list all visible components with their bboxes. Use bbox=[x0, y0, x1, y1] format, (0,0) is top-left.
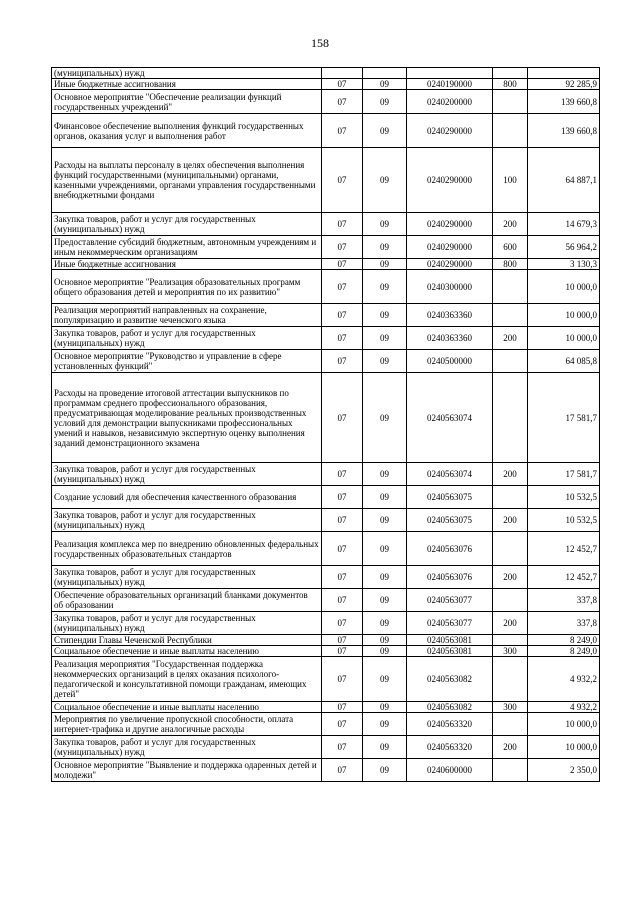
row-amount: 56 964,2 bbox=[528, 236, 600, 259]
row-section-code: 07 bbox=[322, 259, 363, 270]
row-amount: 139 660,8 bbox=[528, 114, 600, 148]
row-target-code: 0240290000 bbox=[407, 259, 493, 270]
row-subsection-code: 09 bbox=[363, 270, 407, 304]
row-section-code: 07 bbox=[322, 657, 363, 702]
table-row bbox=[52, 270, 600, 304]
row-name: Социальное обеспечение и иные выплаты населению bbox=[52, 702, 322, 713]
row-target-code: 0240563075 bbox=[407, 509, 493, 532]
row-name: Основное мероприятие "Реализация образовательных программ общего образования детей и мероприятия по их развитию" bbox=[52, 270, 322, 304]
table-row bbox=[52, 635, 600, 646]
row-subsection-code: 09 bbox=[363, 589, 407, 612]
row-target-code: 0240500000 bbox=[407, 350, 493, 373]
row-target-code: 0240563075 bbox=[407, 486, 493, 509]
row-subsection-code: 09 bbox=[363, 90, 407, 114]
row-amount: 10 532,5 bbox=[528, 509, 600, 532]
row-subsection-code: 09 bbox=[363, 532, 407, 566]
table-row bbox=[52, 148, 600, 213]
row-subsection-code: 09 bbox=[363, 79, 407, 90]
row-amount: 2 350,0 bbox=[528, 759, 600, 782]
row-section-code: 07 bbox=[322, 463, 363, 486]
row-section-code: 07 bbox=[322, 327, 363, 350]
row-expense-type bbox=[493, 350, 528, 373]
table-row bbox=[52, 509, 600, 532]
row-subsection-code: 09 bbox=[363, 566, 407, 589]
row-target-code: 0240290000 bbox=[407, 114, 493, 148]
row-name: Создание условий для обеспечения качественного образования bbox=[52, 486, 322, 509]
row-expense-type bbox=[493, 373, 528, 463]
row-name: Реализация комплекса мер по внедрению обновленных федеральных государственных образовательных стандартов bbox=[52, 532, 322, 566]
row-expense-type bbox=[493, 657, 528, 702]
table-row bbox=[52, 327, 600, 350]
table-row bbox=[52, 259, 600, 270]
row-target-code: 0240290000 bbox=[407, 148, 493, 213]
row-name: Основное мероприятие "Обеспечение реализации функций государственных учреждений" bbox=[52, 90, 322, 114]
row-name: Расходы на выплаты персоналу в целях обеспечения выполнения функций государственными (муниципальными) органами, казенными учреждениями, органами управления государственными внебюджетными фондами bbox=[52, 148, 322, 213]
row-expense-type: 300 bbox=[493, 646, 528, 657]
row-name: Обеспечение образовательных организаций бланками документов об образовании bbox=[52, 589, 322, 612]
row-amount: 10 000,0 bbox=[528, 304, 600, 327]
row-target-code: 0240563320 bbox=[407, 736, 493, 759]
row-amount: 10 000,0 bbox=[528, 713, 600, 736]
row-name: Социальное обеспечение и иные выплаты населению bbox=[52, 646, 322, 657]
table-row bbox=[52, 304, 600, 327]
row-name: Реализация мероприятий направленных на сохранение, популяризацию и развитие чеченского языка bbox=[52, 304, 322, 327]
row-subsection-code: 09 bbox=[363, 509, 407, 532]
row-amount: 17 581,7 bbox=[528, 463, 600, 486]
table-row bbox=[52, 236, 600, 259]
row-name: Мероприятия по увеличение пропускной способности, оплата интернет-трафика и другие аналогичные расходы bbox=[52, 713, 322, 736]
row-expense-type bbox=[493, 68, 528, 79]
row-target-code: 0240563082 bbox=[407, 657, 493, 702]
row-name: Расходы на проведение итоговой аттестации выпускников по программам среднего профессионального образования, предусматривающая моделирование реальных производственных условий для демонстрации выпускниками профессиональных умений и навыков, независимую экспертную оценку выполнения заданий демонстрационного экзамена bbox=[52, 373, 322, 463]
row-subsection-code: 09 bbox=[363, 114, 407, 148]
row-name: Закупка товаров, работ и услуг для государственных (муниципальных) нужд bbox=[52, 566, 322, 589]
row-section-code: 07 bbox=[322, 350, 363, 373]
row-section-code: 07 bbox=[322, 90, 363, 114]
row-amount: 12 452,7 bbox=[528, 532, 600, 566]
row-target-code: 0240563076 bbox=[407, 532, 493, 566]
row-name: Предоставление субсидий бюджетным, автономным учреждениям и иным некоммерческим организациям bbox=[52, 236, 322, 259]
row-amount: 337,8 bbox=[528, 589, 600, 612]
row-expense-type: 200 bbox=[493, 566, 528, 589]
table-row bbox=[52, 114, 600, 148]
row-target-code: 0240563081 bbox=[407, 646, 493, 657]
row-subsection-code: 09 bbox=[363, 236, 407, 259]
row-subsection-code: 09 bbox=[363, 612, 407, 635]
row-expense-type bbox=[493, 270, 528, 304]
row-amount: 92 285,9 bbox=[528, 79, 600, 90]
row-expense-type bbox=[493, 532, 528, 566]
row-expense-type bbox=[493, 90, 528, 114]
row-subsection-code: 09 bbox=[363, 646, 407, 657]
row-subsection-code: 09 bbox=[363, 713, 407, 736]
row-target-code: 0240300000 bbox=[407, 270, 493, 304]
row-subsection-code: 09 bbox=[363, 148, 407, 213]
row-subsection-code: 09 bbox=[363, 486, 407, 509]
budget-table bbox=[51, 67, 600, 782]
table-row bbox=[52, 373, 600, 463]
table-row bbox=[52, 612, 600, 635]
row-expense-type: 200 bbox=[493, 327, 528, 350]
table-row bbox=[52, 79, 600, 90]
row-name: Закупка товаров, работ и услуг для государственных (муниципальных) нужд bbox=[52, 509, 322, 532]
row-amount: 10 000,0 bbox=[528, 736, 600, 759]
row-subsection-code: 09 bbox=[363, 736, 407, 759]
row-name: Иные бюджетные ассигнования bbox=[52, 259, 322, 270]
row-name: Основное мероприятие "Руководство и управление в сфере установленных функций" bbox=[52, 350, 322, 373]
row-amount: 10 532,5 bbox=[528, 486, 600, 509]
row-section-code bbox=[322, 68, 363, 79]
row-amount: 12 452,7 bbox=[528, 566, 600, 589]
row-section-code: 07 bbox=[322, 736, 363, 759]
row-target-code: 0240190000 bbox=[407, 79, 493, 90]
row-target-code: 0240563081 bbox=[407, 635, 493, 646]
table-row bbox=[52, 90, 600, 114]
row-target-code: 0240563082 bbox=[407, 702, 493, 713]
row-section-code: 07 bbox=[322, 79, 363, 90]
row-section-code: 07 bbox=[322, 566, 363, 589]
row-expense-type: 200 bbox=[493, 463, 528, 486]
row-section-code: 07 bbox=[322, 713, 363, 736]
row-section-code: 07 bbox=[322, 759, 363, 782]
row-subsection-code: 09 bbox=[363, 759, 407, 782]
row-expense-type: 200 bbox=[493, 612, 528, 635]
row-expense-type: 800 bbox=[493, 79, 528, 90]
row-expense-type bbox=[493, 713, 528, 736]
row-subsection-code: 09 bbox=[363, 463, 407, 486]
row-section-code: 07 bbox=[322, 509, 363, 532]
row-subsection-code: 09 bbox=[363, 259, 407, 270]
row-target-code: 0240363360 bbox=[407, 304, 493, 327]
row-name: Основное мероприятие "Выявление и поддержка одаренных детей и молодежи" bbox=[52, 759, 322, 782]
row-target-code: 0240563320 bbox=[407, 713, 493, 736]
table-row bbox=[52, 702, 600, 713]
row-expense-type: 100 bbox=[493, 148, 528, 213]
row-subsection-code: 09 bbox=[363, 213, 407, 236]
table-row bbox=[52, 713, 600, 736]
row-section-code: 07 bbox=[322, 213, 363, 236]
row-amount: 139 660,8 bbox=[528, 90, 600, 114]
row-expense-type bbox=[493, 486, 528, 509]
row-amount: 64 887,1 bbox=[528, 148, 600, 213]
row-expense-type: 800 bbox=[493, 259, 528, 270]
row-target-code: 0240563074 bbox=[407, 373, 493, 463]
page-number: 158 bbox=[311, 36, 329, 50]
row-target-code: 0240290000 bbox=[407, 213, 493, 236]
row-amount: 4 932,2 bbox=[528, 657, 600, 702]
row-target-code: 0240290000 bbox=[407, 236, 493, 259]
row-name: Стипендии Главы Чеченской Республики bbox=[52, 635, 322, 646]
row-subsection-code: 09 bbox=[363, 702, 407, 713]
row-name: Иные бюджетные ассигнования bbox=[52, 79, 322, 90]
row-target-code: 0240600000 bbox=[407, 759, 493, 782]
row-amount: 4 932,2 bbox=[528, 702, 600, 713]
row-name: Реализация мероприятия "Государственная поддержка некоммерческих организаций в целях оказания психолого-педагогической и консультативной помощи гражданам, имеющих детей" bbox=[52, 657, 322, 702]
row-subsection-code: 09 bbox=[363, 327, 407, 350]
row-amount: 10 000,0 bbox=[528, 270, 600, 304]
row-section-code: 07 bbox=[322, 114, 363, 148]
row-name: Закупка товаров, работ и услуг для государственных (муниципальных) нужд bbox=[52, 213, 322, 236]
row-expense-type bbox=[493, 635, 528, 646]
row-expense-type bbox=[493, 589, 528, 612]
row-subsection-code: 09 bbox=[363, 350, 407, 373]
table-row bbox=[52, 736, 600, 759]
table-row bbox=[52, 759, 600, 782]
row-expense-type: 200 bbox=[493, 213, 528, 236]
table-row bbox=[52, 213, 600, 236]
row-section-code: 07 bbox=[322, 486, 363, 509]
table-row bbox=[52, 532, 600, 566]
table-row bbox=[52, 486, 600, 509]
row-name: Закупка товаров, работ и услуг для государственных (муниципальных) нужд bbox=[52, 736, 322, 759]
row-section-code: 07 bbox=[322, 148, 363, 213]
row-amount: 17 581,7 bbox=[528, 373, 600, 463]
row-subsection-code: 09 bbox=[363, 373, 407, 463]
row-expense-type: 600 bbox=[493, 236, 528, 259]
table-row bbox=[52, 463, 600, 486]
row-amount: 10 000,0 bbox=[528, 327, 600, 350]
row-amount: 337,8 bbox=[528, 612, 600, 635]
row-subsection-code bbox=[363, 68, 407, 79]
row-target-code: 0240563077 bbox=[407, 589, 493, 612]
row-expense-type bbox=[493, 114, 528, 148]
row-target-code: 0240563076 bbox=[407, 566, 493, 589]
row-section-code: 07 bbox=[322, 702, 363, 713]
row-section-code: 07 bbox=[322, 236, 363, 259]
row-target-code: 0240363360 bbox=[407, 327, 493, 350]
row-target-code: 0240563074 bbox=[407, 463, 493, 486]
row-name: Закупка товаров, работ и услуг для государственных (муниципальных) нужд bbox=[52, 327, 322, 350]
row-expense-type bbox=[493, 759, 528, 782]
row-subsection-code: 09 bbox=[363, 635, 407, 646]
table-row bbox=[52, 566, 600, 589]
row-name: Закупка товаров, работ и услуг для государственных (муниципальных) нужд bbox=[52, 463, 322, 486]
row-subsection-code: 09 bbox=[363, 304, 407, 327]
row-expense-type: 300 bbox=[493, 702, 528, 713]
table-row bbox=[52, 657, 600, 702]
budget-table-body bbox=[52, 68, 600, 782]
row-target-code bbox=[407, 68, 493, 79]
row-amount: 64 085,8 bbox=[528, 350, 600, 373]
row-amount: 8 249,0 bbox=[528, 646, 600, 657]
table-row bbox=[52, 68, 600, 79]
row-section-code: 07 bbox=[322, 270, 363, 304]
row-section-code: 07 bbox=[322, 532, 363, 566]
row-section-code: 07 bbox=[322, 612, 363, 635]
table-row bbox=[52, 350, 600, 373]
row-amount: 14 679,3 bbox=[528, 213, 600, 236]
row-amount bbox=[528, 68, 600, 79]
row-section-code: 07 bbox=[322, 589, 363, 612]
row-target-code: 0240200000 bbox=[407, 90, 493, 114]
row-target-code: 0240563077 bbox=[407, 612, 493, 635]
row-name: Финансовое обеспечение выполнения функций государственных органов, оказания услуг и выполнения работ bbox=[52, 114, 322, 148]
row-section-code: 07 bbox=[322, 646, 363, 657]
row-amount: 3 130,3 bbox=[528, 259, 600, 270]
table-row bbox=[52, 646, 600, 657]
row-name: (муниципальных) нужд bbox=[52, 68, 322, 79]
row-expense-type: 200 bbox=[493, 736, 528, 759]
row-section-code: 07 bbox=[322, 304, 363, 327]
row-expense-type: 200 bbox=[493, 509, 528, 532]
row-section-code: 07 bbox=[322, 373, 363, 463]
row-amount: 8 249,0 bbox=[528, 635, 600, 646]
row-expense-type bbox=[493, 304, 528, 327]
row-subsection-code: 09 bbox=[363, 657, 407, 702]
table-row bbox=[52, 589, 600, 612]
row-name: Закупка товаров, работ и услуг для государственных (муниципальных) нужд bbox=[52, 612, 322, 635]
row-section-code: 07 bbox=[322, 635, 363, 646]
